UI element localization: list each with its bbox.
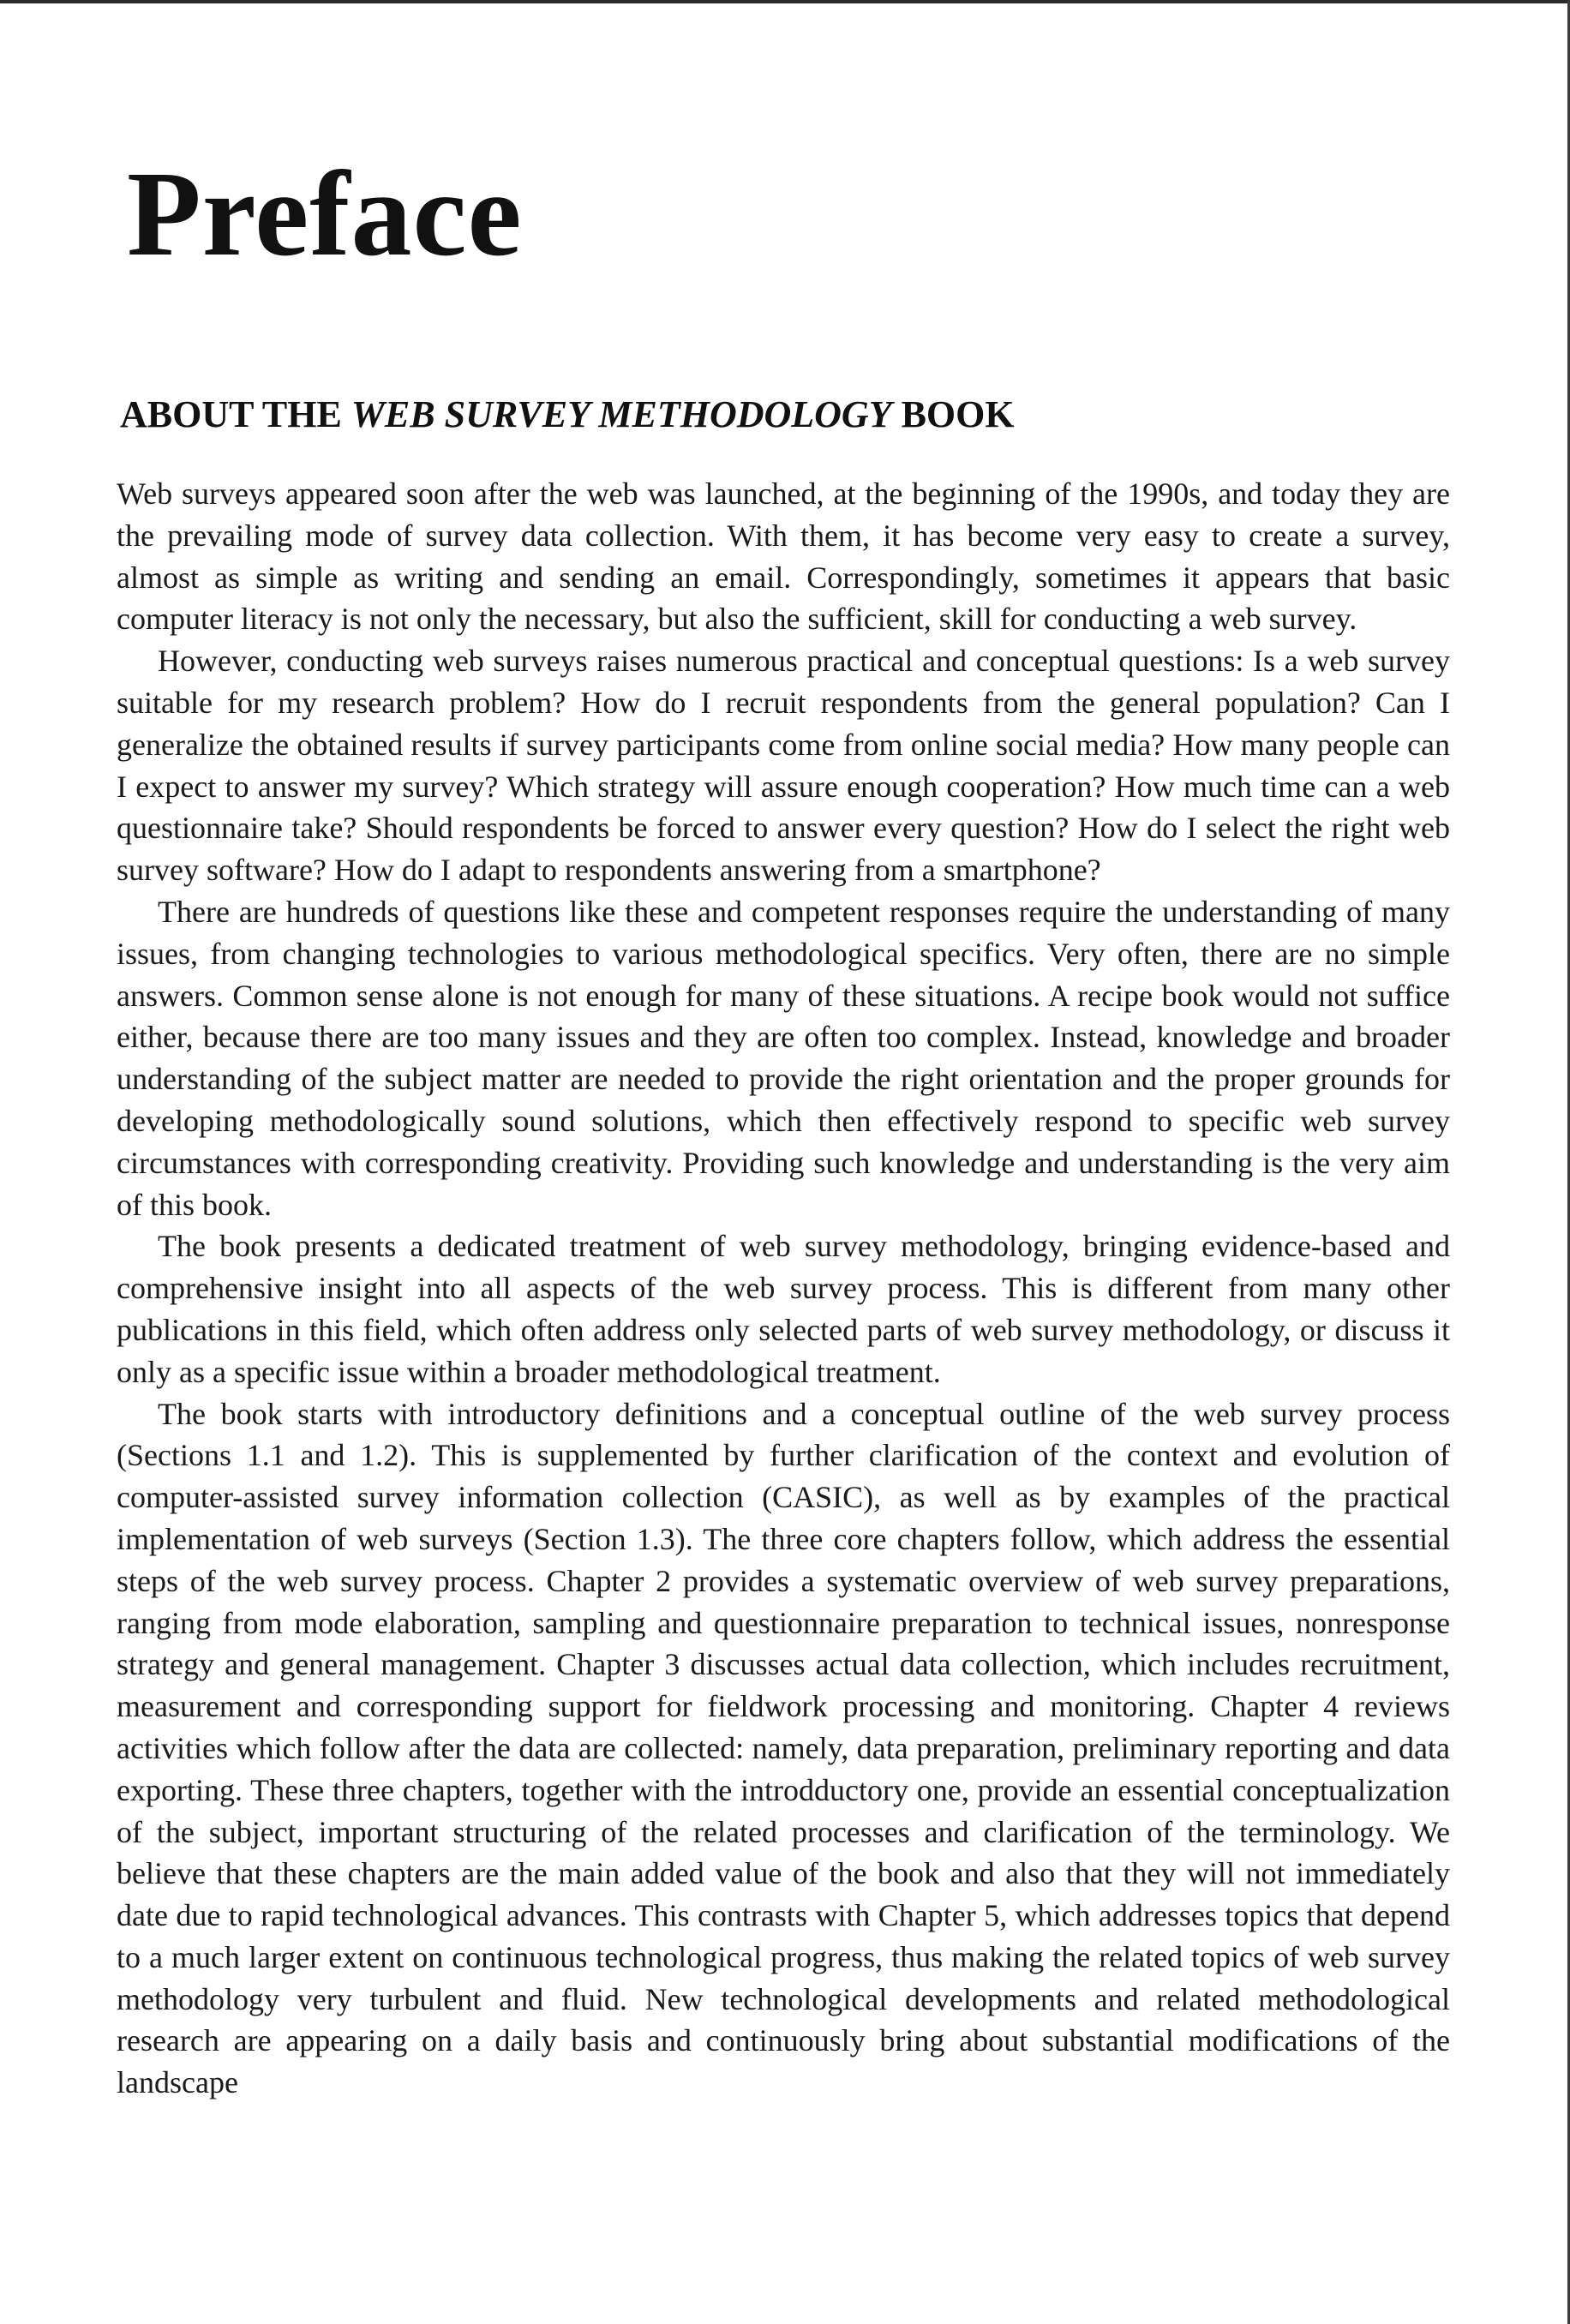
section-heading-book-title: WEB SURVEY METHODOLOGY bbox=[351, 393, 892, 435]
page-edge-top bbox=[0, 0, 1570, 3]
body-text bbox=[117, 473, 1450, 2104]
section-heading-prefix: ABOUT THE bbox=[120, 393, 351, 435]
chapter-title: Preface bbox=[127, 146, 523, 281]
paragraph-4: The book presents a dedicated treatment of web survey methodology, bringing evidence-based and comprehensive insight into all aspects of the web survey process. This is different from many other publications in this field, which often address only selected parts of web survey methodology, or discuss it only as a specific issue within a broader methodological treatment. bbox=[117, 1229, 1450, 1389]
paragraph-3: There are hundreds of questions like these and competent responses require the understanding of many issues, from changing technologies to various methodological specifics. Very often, there are no simple answers. Common sense alone is not enough for many of these situations. A recipe book would not suffice either, because there are too many issues and they are often too complex. Instead, knowledge and broader understanding of the subject matter are needed to provide the right orientation and the proper grounds for developing methodologically sound solutions, which then effectively respond to specific web survey circumstances with corresponding creativity. Providing such knowledge and understanding is the very aim of this book. bbox=[117, 894, 1450, 1222]
paragraph-5: The book starts with introductory definitions and a conceptual outline of the web survey process (Sections 1.1 and 1.2). This is supplemented by further clarification of the context and evolution of computer-assisted survey information collection (CASIC), as well as by examples of the practical implementation of web surveys (Section 1.3). The three core chapters follow, which address the essential steps of the web survey process. Chapter 2 provides a systematic overview of web survey preparations, ranging from mode elaboration, sampling and questionnaire preparation to technical issues, nonresponse strategy and general management. Chapter 3 discusses actual data collection, which includes recruitment, measurement and corresponding support for fieldwork processing and monitoring. Chapter 4 reviews activities which follow after the data are collected: namely, data preparation, preliminary reporting and data exporting. These three chapters, together with the introdductory one, provide an essential conceptualization of the subject, important structuring of the related processes and clarification of the terminology. We believe that these chapters are the main added value of the book and also that they will not immediately date due to rapid technological advances. This contrasts with Chapter 5, which addresses topics that depend to a much larger extent on continuous technological progress, thus making the related topics of web survey methodology very turbulent and fluid. New technological developments and related methodological research are appearing on a daily basis and continuously bring about substantial modifications of the landscape bbox=[117, 1396, 1450, 2100]
paragraph-1: Web surveys appeared soon after the web was launched, at the beginning of the 1990s, and today they are the prevailing mode of survey data collection. With them, it has become very easy to create a survey, almost as simple as writing and sending an email. Correspondingly, sometimes it appears that basic computer literacy is not only the necessary, but also the sufficient, skill for conducting a web survey. bbox=[117, 476, 1450, 637]
section-heading-suffix: BOOK bbox=[891, 393, 1015, 435]
section-heading bbox=[120, 393, 1015, 435]
paragraph-2: However, conducting web surveys raises numerous practical and conceptual questions: Is a web survey suitable for my research problem? How do I recruit respondents from the general population? Can I generalize the obtained results if survey participants come from online social media? How many people can I expect to answer my survey? Which strategy will assure enough cooperation? How much time can a web questionnaire take? Should respondents be forced to answer every question? How do I select the right web survey software? How do I adapt to respondents answering from a smartphone? bbox=[117, 644, 1450, 888]
